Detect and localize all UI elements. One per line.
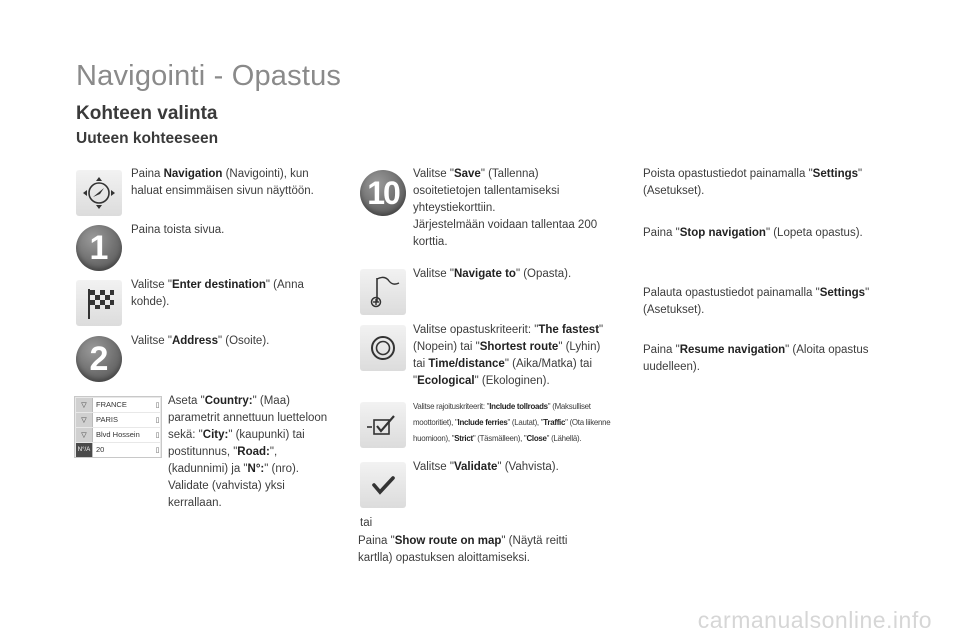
enter-destination-tile [76,280,122,326]
or-separator: tai [360,517,373,529]
dropdown-triangle-icon: ▽ [76,398,92,412]
checkmark-icon [363,465,403,505]
address-row-road: ▽ Blvd Hossein ▯ [76,428,160,442]
address-row-city: ▽ PARIS ▯ [76,413,160,427]
address-row-country: ▽ FRANCE ▯ [76,398,160,412]
address-form-illustration [74,396,162,458]
page-title: Navigointi - Opastus [76,60,342,92]
step-badge-10: 10 [360,170,406,216]
checklist-icon [363,405,403,445]
instruction-navigation: Paina Navigation (Navigointi), kun haluat ensimmäisen sivun näyttöön. [131,168,314,197]
field-end-icon: ▯ [155,428,160,442]
dropdown-triangle-icon: ▽ [76,428,92,442]
section-title: Kohteen valinta [76,103,218,124]
guidance-criteria-tile [360,325,406,371]
watermark-text: carmanualsonline.info [697,607,932,633]
instruction-step-10: Valitse "Save" (Tallenna) osoitetietojen tallentamiseksi yhteystiekorttiin. Järjestelmään voidaan tallentaa 200 korttia. [413,168,598,248]
step-badge-2: 2 [76,336,122,382]
field-end-icon: ▯ [155,443,160,457]
instruction-enter-destination: Valitse "Enter destination" (Anna kohde). [131,279,304,308]
navigate-to-flag-icon [363,272,403,312]
subsection-title: Uuteen kohteeseen [76,130,219,147]
instruction-validate: Valitse "Validate" (Vahvista). [413,461,559,473]
address-row-number: N°/A 20 ▯ [76,443,160,457]
instruction-restore-guidance: Palauta opastustiedot painamalla "Settings" (Asetukset). [643,287,870,316]
instruction-resume-navigation: Paina "Resume navigation" (Aloita opastus uudelleen). [643,344,869,373]
instruction-guidance-criteria: Valitse opastuskriteerit: "The fastest" (Nopein) tai "Shortest route" (Lyhin) tai Time/distance" (Aika/Matka) tai "Ecological" (Ekologinen). [413,324,604,387]
dropdown-triangle-icon: ▽ [76,413,92,427]
restriction-criteria-tile [360,402,406,448]
navigation-compass-icon [79,173,119,213]
instruction-navigate-to: Valitse "Navigate to" (Opasta). [413,268,572,280]
navigate-to-tile [360,269,406,315]
step-badge-1: 1 [76,225,122,271]
instruction-address-fields: Aseta "Country:" (Maa) parametrit annettuun luetteloon sekä: "City:" (kaupunki) tai postitunnus, "Road:", (kadunnimi) ja "N°:" (nro). Validate (vahvista) yksi kerrallaan. [168,395,328,509]
field-end-icon: ▯ [155,413,160,427]
checkered-flag-icon [81,283,117,323]
instruction-stop-navigation: Paina "Stop navigation" (Lopeta opastus). [643,227,863,239]
instruction-restriction-criteria: Valitse rajoituskriteerit: "Include tollroads" (Maksulliset moottoritiet), "Include ferries" (Lautat), "Traffic" (Ota liikenne huomioon), "Strict" (Täsmälleen), "Close" (Lähellä). [413,401,611,443]
instruction-step-1: Paina toista sivua. [131,224,225,236]
target-circle-icon [363,328,403,368]
validate-tile [360,462,406,508]
field-end-icon: ▯ [155,398,160,412]
instruction-show-route: Paina "Show route on map" (Näytä reitti kartlla) opastuksen aloittamiseksi. [358,535,568,564]
instruction-delete-guidance: Poista opastustiedot painamalla "Settings" (Asetukset). [643,168,863,197]
instruction-step-2: Valitse "Address" (Osoite). [131,335,270,347]
navigation-button-tile [76,170,122,216]
number-icon: N°/A [76,443,92,457]
